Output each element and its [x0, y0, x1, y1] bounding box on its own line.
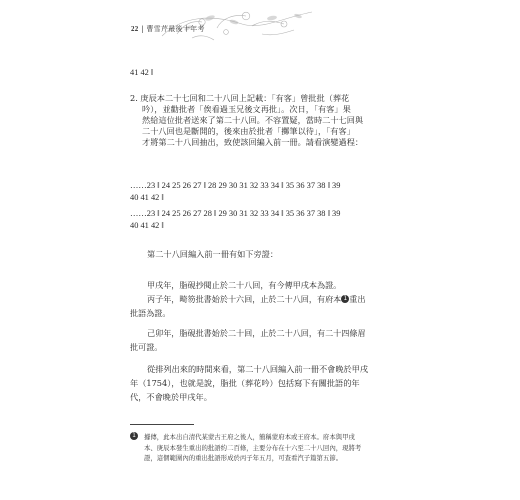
- sequence-line: ……23 ‖ 24 25 26 27 28 ‖ 29 30 31 32 33 34 ‖ 35 36 37 38 ‖ 39: [130, 209, 341, 218]
- paragraph-line: 二十八回也是斷開的，後來由於批者「擲筆以待」，「有客」: [142, 126, 355, 136]
- evidence-item-3-cont: 批可證。: [130, 342, 163, 352]
- sequence-line: 40 41 42 ‖: [130, 193, 164, 202]
- footnote: [130, 432, 361, 464]
- evidence-item-2-tail: 重出: [349, 294, 366, 304]
- footnote-text: 據傳，此本出自清代某蒙古王府之後人，簡稱蒙府本或王府本。府本與甲戌: [144, 433, 355, 441]
- book-title: 曹雪芹最後十年考: [146, 25, 205, 33]
- header-separator: |: [141, 25, 144, 33]
- paragraph-line: 然給這位批者送來了第二十八回。不容置疑，當時二十七回與: [142, 115, 364, 125]
- paragraph-line: 吟），並勸批者「俟看過玉兄後文再批」。次日，「有客」果: [142, 104, 351, 114]
- conclusion-line: 從排列出來的時間來看，第二十八回編入前一冊不會晚於甲戌: [147, 364, 369, 374]
- footnote-line: 證，這個範圍內的重出批語形成於丙子年五月，可查看汽子篇第五節。: [144, 454, 343, 462]
- evidence-intro-text: 第二十八回編入前一冊有如下旁證：: [147, 249, 279, 259]
- paragraph-line: 才將第二十八回抽出，致使該回編入前一冊。請看演變過程：: [142, 137, 364, 147]
- footnote-line: 本、庚辰本發生重出的批語約二百條，主要分布在十六至二十八回內，現將考: [144, 443, 362, 452]
- conclusion-line: 年（1754），也就是說，脂批（葬花吟）包括寫下有關批語的年: [130, 378, 360, 388]
- running-head-text: [131, 24, 205, 34]
- evidence-item-3: 己卯年，脂硯批書始於二十回，止於二十八回，有二十四條眉: [147, 328, 366, 338]
- evidence-item-2-text: 丙子年，畸笏批書始於十六回，止於二十八回，有府本: [147, 294, 342, 304]
- point-2-paragraph: [130, 93, 363, 148]
- running-header: [122, 6, 322, 50]
- conclusion-paragraph: [130, 362, 368, 404]
- evidence-list: [130, 278, 366, 354]
- sequence-line: 40 41 42 ‖: [130, 221, 164, 230]
- evidence-item-1: 甲戌年，脂硯抄閱止於二十八回，有今傳甲戌本為證。: [147, 280, 342, 290]
- footnote-rule: [130, 424, 194, 425]
- footnote-ref-1[interactable]: 1: [341, 295, 349, 303]
- footnote-line: [130, 432, 361, 443]
- chapter-sequence: [130, 180, 340, 232]
- sequence-continuation: 41 42 ‖: [130, 68, 154, 77]
- paragraph-line: 2. 庚辰本二十七回和二十八回上記載：「有客」曾批批（葬花: [130, 93, 350, 103]
- footnote-marker: 1: [130, 432, 138, 440]
- evidence-item-2: [147, 292, 366, 306]
- evidence-intro: [130, 247, 278, 261]
- sequence-line: ……23 ‖ 24 25 26 27 ‖ 28 29 30 31 32 33 34 ‖ 35 36 37 38 ‖ 39: [130, 181, 341, 190]
- evidence-item-2-cont: 批語為證。: [130, 308, 171, 318]
- conclusion-line: 代，不會晚於甲戌年。: [130, 392, 212, 402]
- page-number: 22: [131, 25, 139, 33]
